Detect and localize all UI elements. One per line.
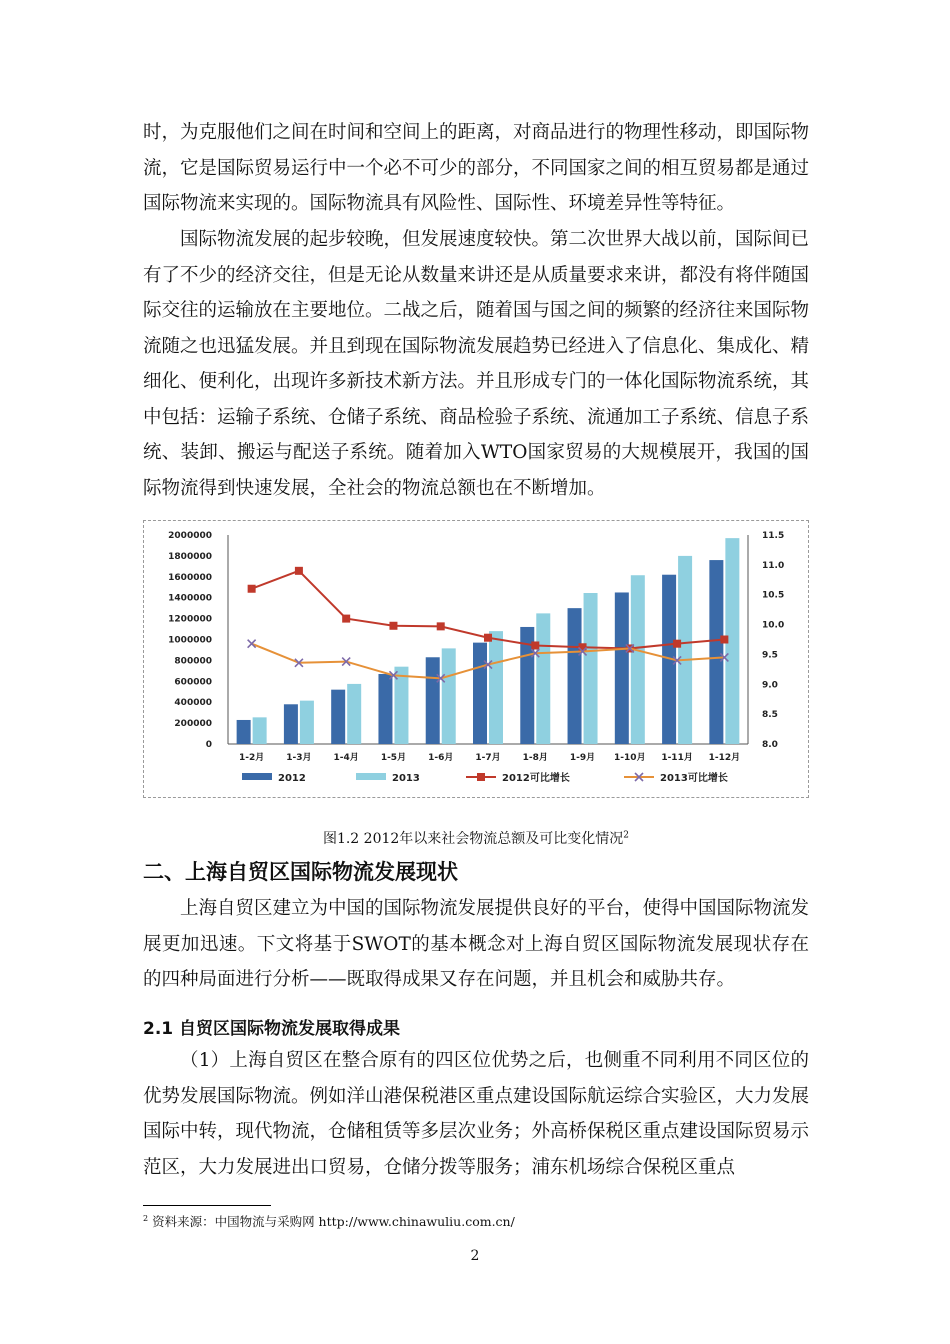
bar-2012	[284, 704, 298, 744]
y-right-tick-label: 9.0	[762, 680, 778, 691]
y-left-tick-label: 800000	[174, 656, 212, 667]
bar-2012	[568, 608, 582, 744]
point-2012可比增长	[720, 636, 728, 644]
point-2013可比增长	[248, 640, 256, 648]
x-tick-label: 1-2月	[239, 753, 265, 763]
y-left-tick-label: 1600000	[168, 572, 212, 583]
y-right-tick-label: 11.5	[762, 531, 785, 541]
logistics-chart	[143, 520, 809, 798]
y-left-tick-label: 1000000	[168, 635, 212, 646]
figure-caption	[143, 828, 809, 848]
x-tick-label: 1-7月	[475, 753, 501, 763]
legend-label: 2013可比增长	[660, 773, 728, 784]
footnote	[143, 1212, 515, 1230]
footnote-mark: 2	[143, 1213, 149, 1223]
bar-2012	[331, 690, 345, 744]
legend-swatch-2012	[242, 773, 272, 780]
y-left-tick-label: 1400000	[168, 593, 212, 604]
y-left-tick-label: 1200000	[168, 614, 212, 625]
y-right-tick-label: 10.0	[762, 620, 785, 631]
point-2012可比增长	[673, 640, 681, 648]
legend-label: 2012	[278, 773, 306, 784]
y-left-tick-label: 2000000	[168, 531, 212, 541]
x-tick-label: 1-12月	[708, 753, 741, 763]
y-left-tick-label: 200000	[174, 719, 212, 730]
point-2012可比增长	[531, 641, 539, 649]
bar-2013	[678, 556, 692, 744]
subsection-heading: 2.1 自贸区国际物流发展取得成果	[143, 1019, 401, 1039]
y-right-tick-label: 11.0	[762, 560, 785, 571]
point-2012可比增长	[579, 643, 587, 651]
bar-2012	[709, 560, 723, 744]
bar-2012	[426, 657, 440, 744]
x-tick-label: 1-9月	[569, 753, 596, 763]
y-left-tick-label: 600000	[174, 677, 212, 688]
y-right-tick-label: 10.5	[762, 590, 785, 601]
bar-2013	[584, 593, 598, 744]
bar-2013	[347, 684, 361, 744]
x-tick-label: 1-3月	[286, 753, 312, 763]
subsection-paragraph: （1）上海自贸区在整合原有的四区位优势之后，也侧重不同利用不同区位的优势发展国际物流。例如洋山港保税港区重点建设国际航运综合实验区，大力发展国际中转，现代物流，仓储租赁等多层次业务；外高桥保税区重点建设国际贸易示范区，大力发展进出口贸易，仓储分拨等服务；浦东机场综合保税区重点	[143, 1050, 810, 1178]
bar-2013	[442, 648, 456, 744]
paragraph-intro: 时，为克服他们之间在时间和空间上的距离，对商品进行的物理性移动，即国际物流，它是国际贸易运行中一个必不可少的部分，不同国家之间的相互贸易都是通过国际物流来实现的。国际物流具有风险性、国际性、环境差异性等特征。	[143, 122, 810, 214]
line-2013可比增长	[252, 644, 725, 679]
bar-2012	[473, 643, 487, 744]
figure-caption-note: 2	[623, 830, 630, 841]
y-right-tick-label: 8.5	[762, 710, 778, 721]
bar-2013	[631, 575, 645, 744]
bar-2012	[378, 674, 392, 744]
x-tick-label: 1-5月	[380, 753, 407, 763]
x-tick-label: 1-11月	[661, 753, 693, 763]
x-tick-label: 1-4月	[333, 753, 359, 763]
footnote-rule	[143, 1205, 271, 1206]
point-2012可比增长	[389, 622, 397, 630]
y-left-tick-label: 400000	[174, 698, 212, 709]
point-2012可比增长	[342, 615, 350, 623]
page-number: 2	[470, 1248, 480, 1264]
section-paragraph: 上海自贸区建立为中国的国际物流发展提供良好的平台，使得中国国际物流发展更加迅速。下文将基于SWOT的基本概念对上海自贸区国际物流发展现状存在的四种局面进行分析——既取得成果又存在问题，并且机会和威胁共存。	[143, 898, 810, 990]
section-heading: 二、上海自贸区国际物流发展现状	[143, 860, 458, 884]
legend-label: 2013	[392, 773, 420, 784]
bar-2012	[237, 720, 251, 744]
x-tick-label: 1-8月	[522, 753, 548, 763]
point-2012可比增长	[295, 567, 303, 575]
x-tick-label: 1-10月	[614, 753, 646, 763]
legend-marker-2012可比增长	[477, 773, 485, 781]
figure-caption-text: 图1.2 2012年以来社会物流总额及可比变化情况	[322, 831, 624, 847]
y-right-tick-label: 9.5	[762, 650, 778, 661]
y-left-tick-label: 1800000	[168, 551, 212, 562]
bar-2013	[253, 717, 267, 744]
legend-label: 2012可比增长	[502, 773, 570, 784]
legend-swatch-2013	[356, 773, 386, 780]
bar-2013	[300, 701, 314, 744]
bar-2013	[536, 613, 550, 744]
point-2012可比增长	[437, 622, 445, 630]
bar-2013	[489, 631, 503, 744]
bar-2012	[615, 592, 629, 744]
paragraph-development: 国际物流发展的起步较晚，但发展速度较快。第二次世界大战以前，国际间已有了不少的经济交往，但是无论从数量来讲还是从质量要求来讲，都没有将伴随国际交往的运输放在主要地位。二战之后，随着国与国之间的频繁的经济往来国际物流随之也迅猛发展。并且到现在国际物流发展趋势已经进入了信息化、集成化、精细化、便利化，出现许多新技术新方法。并且形成专门的一体化国际物流系统，其中包括：运输子系统、仓储子系统、商品检验子系统、流通加工子系统、信息子系统、装卸、搬运与配送子系统。随着加入WTO国家贸易的大规模展开，我国的国际物流得到快速发展，全社会的物流总额也在不断增加。	[143, 229, 810, 499]
y-left-tick-label: 0	[205, 740, 212, 750]
footnote-text: 资料来源：中国物流与采购网 http://www.chinawuliu.com.cn/	[152, 1214, 515, 1229]
chart-canvas	[144, 521, 810, 799]
point-2012可比增长	[484, 634, 492, 642]
y-right-tick-label: 8.0	[762, 740, 778, 750]
point-2012可比增长	[248, 585, 256, 593]
x-tick-label: 1-6月	[428, 753, 454, 763]
